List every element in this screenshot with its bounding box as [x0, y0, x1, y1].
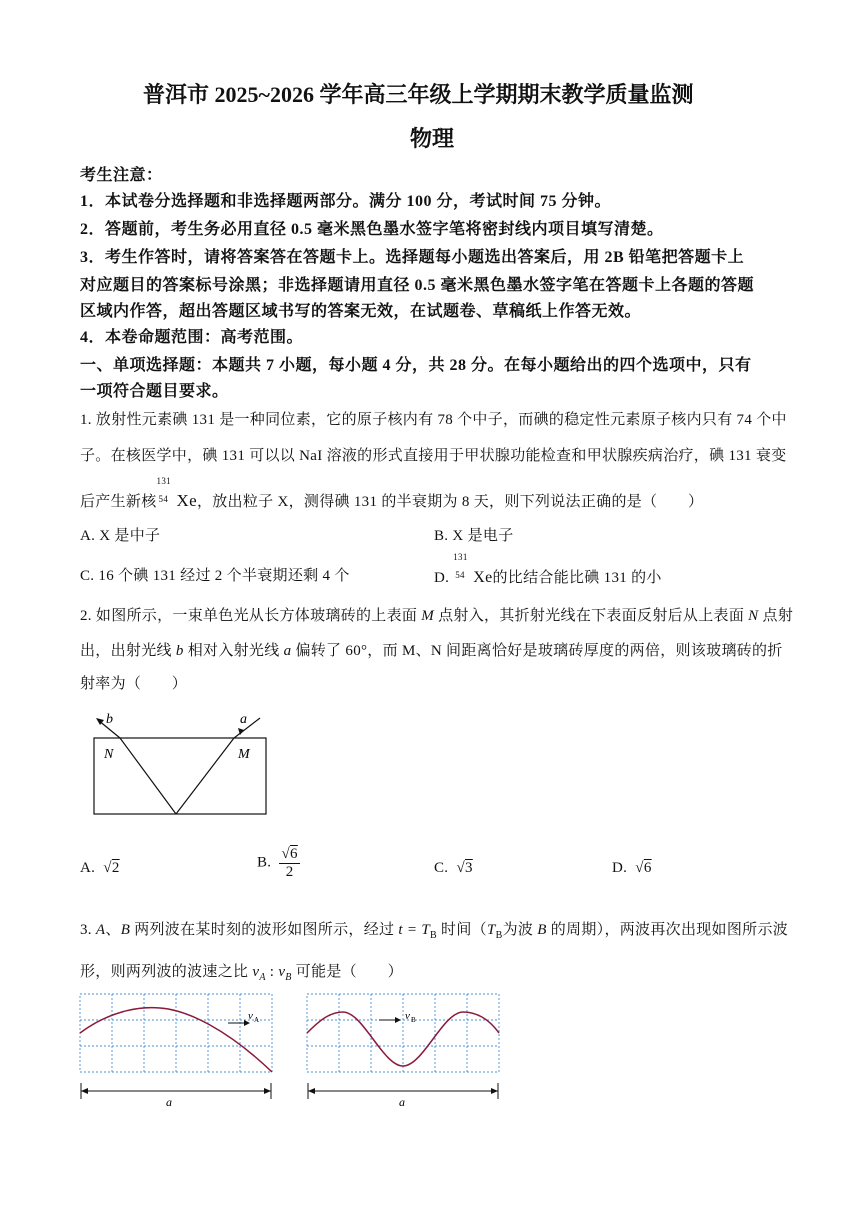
q2-line-3: 射率为（ ）: [80, 676, 188, 692]
section-heading: 一、单项选择题：本题共 7 小题，每小题 4 分，共 28 分。在每小题给出的四个选项中，只有: [80, 357, 752, 374]
q1-option-a: A. X 是中子: [80, 528, 161, 544]
q2-option-b-numerator: [279, 846, 299, 864]
q2-option-a-label: A.: [80, 860, 96, 876]
q2-line-2-b: 相对入射光线: [183, 643, 284, 659]
q2-line-1-b: 点射入，其折射光线在下表面反射后从上表面: [434, 608, 749, 624]
q2-line-2-c: 偏转了 60°，而 M、N 间距离恰好是玻璃砖厚度的两倍，则该玻璃砖的折: [291, 643, 783, 659]
period-t-sub: B: [495, 930, 503, 941]
wave-a-figure: [78, 990, 278, 1110]
q2-option-d: [612, 860, 652, 877]
wave-a-grid: [80, 994, 272, 1072]
q1-option-d: [434, 552, 662, 587]
q2-line-2: [80, 639, 783, 660]
notice-item-3-cont2: 区域内作答，超出答题区域书写的答案无效，在试题卷、草稿纸上作答无效。: [80, 303, 642, 320]
q2-option-c-label: C.: [434, 860, 449, 876]
wave-b-label: B: [120, 922, 131, 938]
q2-option-a-value: 2: [111, 860, 120, 876]
q3-line-2-a: 形，则两列波的波速之比: [80, 964, 253, 980]
xe-nuclide: [156, 476, 177, 506]
wave-b-figure: [305, 990, 505, 1110]
notice-item-2: 2．答题前，考生务必用直径 0.5 毫米黑色墨水签字笔将密封线内项目填写清楚。: [80, 221, 664, 238]
wave-a-v-label: v: [248, 1010, 253, 1022]
q3-line-1-e: 的周期），两波再次出现如图所示波: [546, 922, 789, 938]
fig-label-b: b: [106, 712, 113, 727]
q3-line-2: [80, 960, 403, 983]
sqrt-symbol: √: [281, 846, 291, 862]
notice-item-1: 1．本试卷分选择题和非选择题两部分。满分 100 分，考试时间 75 分钟。: [80, 193, 612, 210]
wave-a-v-sub: A: [254, 1016, 260, 1024]
q3-line-1-d: 为波: [502, 922, 538, 938]
q1-line-3-post: ，放出粒子 X，测得碘 131 的半衰期为 8 天，则下列说法正确的是（ ）: [196, 494, 704, 510]
q2-option-d-label: D.: [612, 860, 628, 876]
subject-title: 物理: [410, 126, 455, 151]
wave-a-width-label: a: [166, 1095, 172, 1109]
time-eq: t = T: [398, 922, 430, 938]
wave-a-label: A: [95, 922, 106, 938]
fig-label-a: a: [240, 712, 247, 727]
q2-line-1-c: 点射: [758, 608, 794, 624]
notice-heading: 考生注意：: [80, 167, 163, 184]
q2-option-b: [257, 846, 300, 880]
wave-b-label-2: B: [537, 922, 547, 938]
wave-a-width-arrow-left: [81, 1088, 88, 1094]
exam-title: 普洱市 2025~2026 学年高三年级上学期期末教学质量监测: [143, 82, 694, 107]
speed-vb-sub: B: [285, 972, 292, 983]
sqrt-symbol: √: [635, 860, 644, 876]
q2-option-c: [434, 860, 473, 877]
speed-va-sub: A: [259, 972, 266, 983]
wave-b-grid: [307, 994, 499, 1072]
q2-option-c-value: 3: [465, 860, 473, 876]
wave-a-width-arrow-right: [264, 1088, 271, 1094]
wave-b-width-label: a: [399, 1095, 405, 1109]
notice-item-4: 4．本卷命题范围：高考范围。: [80, 329, 304, 346]
xe-mass-number-d: 131: [453, 552, 468, 562]
q3-sep: 、: [105, 922, 121, 938]
xe-charge-number: 54: [158, 494, 169, 504]
q2-line-1: [80, 604, 793, 625]
q2-option-b-denominator: 2: [285, 863, 294, 880]
q2-option-b-fraction: [279, 846, 299, 880]
xe-symbol-d: Xe: [473, 569, 493, 586]
q1-option-d-text: 的比结合能比碘 131 的小: [492, 570, 662, 586]
q3-line-1-b: 两列波在某时刻的波形如图所示，经过: [130, 922, 399, 938]
incident-ray-a: [234, 718, 260, 738]
sqrt-symbol: √: [456, 860, 466, 876]
time-eq-sub: B: [430, 930, 437, 941]
q1-line-1: 1. 放射性元素碘 131 是一种同位素，它的原子核内有 78 个中子，而碘的稳定性元素原子核内只有 74 个中: [80, 412, 787, 428]
wave-b-width-arrow-right: [491, 1088, 498, 1094]
q2-option-b-num-value: 6: [290, 846, 298, 862]
q1-line-3: [80, 476, 704, 511]
wave-b-v-sub: B: [411, 1016, 416, 1024]
section-heading-cont: 一项符合题目要求。: [80, 383, 229, 400]
q3-line-2-b: 可能是（ ）: [291, 964, 403, 980]
refracted-ray-down: [176, 738, 234, 814]
q2-option-a: [80, 860, 120, 877]
period-t: T: [486, 922, 496, 938]
speed-vb: v: [278, 964, 286, 980]
q3-line-1-c: 时间（: [436, 922, 487, 938]
q2-line-2-a: 出，出射光线: [80, 643, 176, 659]
reflected-ray-up: [120, 738, 176, 814]
notice-item-3-cont1: 对应题目的答案标号涂黑；非选择题请用直径 0.5 毫米黑色墨水签字笔在答题卡上各题的答题: [80, 277, 755, 294]
wave-b-width-arrow-left: [308, 1088, 315, 1094]
ray-a: a: [283, 643, 292, 659]
q1-option-b: B. X 是电子: [434, 528, 514, 544]
xe-charge-number-d: 54: [455, 570, 465, 580]
q3-colon: :: [265, 964, 279, 980]
q1-option-d-label: D.: [434, 570, 454, 586]
speed-va: v: [252, 964, 260, 980]
q1-option-c: C. 16 个碘 131 经过 2 个半衰期还剩 4 个: [80, 568, 350, 584]
glass-brick-diagram: [80, 706, 280, 826]
xe-symbol: Xe: [176, 491, 197, 510]
fig-label-m: M: [238, 747, 250, 762]
q3-line-1-a: 3.: [80, 922, 96, 938]
q3-line-1: [80, 918, 788, 941]
ray-b: b: [175, 643, 184, 659]
q2-option-b-label: B.: [257, 854, 272, 871]
q2-line-1-a: 2. 如图所示，一束单色光从长方体玻璃砖的上表面: [80, 608, 422, 624]
point-m: M: [421, 608, 435, 624]
point-n: N: [748, 608, 759, 624]
xe-mass-number: 131: [156, 476, 171, 486]
notice-item-3: 3．考生作答时，请将答案答在答题卡上。选择题每小题选出答案后，用 2B 铅笔把答题卡上: [80, 249, 745, 266]
q1-line-2: 子。在核医学中，碘 131 可以以 NaI 溶液的形式直接用于甲状腺功能检查和甲状腺疾病治疗，碘 131 衰变: [80, 448, 787, 464]
wave-b-arrow-head: [395, 1017, 401, 1023]
wave-b-v-label: v: [405, 1010, 410, 1022]
xe-nuclide-d: [453, 552, 473, 582]
q2-option-d-value: 6: [643, 860, 652, 876]
fig-label-n: N: [104, 747, 114, 762]
sqrt-symbol: √: [103, 860, 112, 876]
q1-line-3-pre: 后产生新核: [80, 494, 157, 510]
